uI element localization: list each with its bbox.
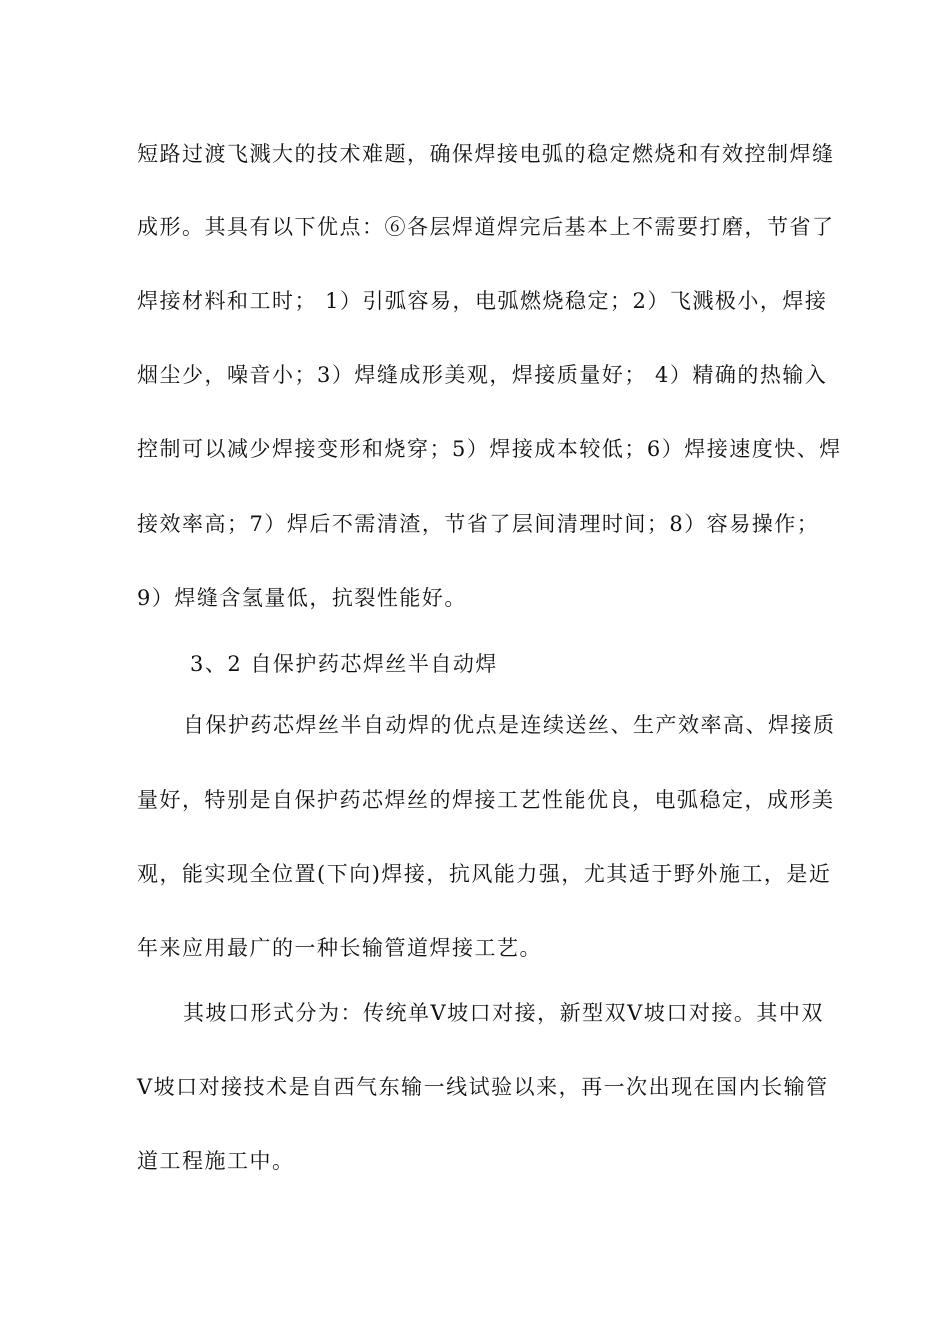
paragraph-line: 控制可以减少焊接变形和烧穿；5）焊接成本较低；6）焊接速度快、焊 <box>137 437 842 461</box>
paragraph-line: 接效率高；7）焊后不需清渣，节省了层间清理时间；8）容易操作； <box>137 512 820 536</box>
paragraph-line: 道工程施工中。 <box>137 1149 295 1173</box>
paragraph-line: 自保护药芯焊丝半自动焊的优点是连续送丝、生产效率高、焊接质 <box>183 713 836 737</box>
paragraph-line: 量好，特别是自保护药芯焊丝的焊接工艺性能优良，电弧稳定，成形美 <box>137 788 835 812</box>
paragraph-line: 其坡口形式分为：传统单Ⅴ坡口对接，新型双Ⅴ坡口对接。其中双 <box>183 1001 824 1025</box>
paragraph-line: 观，能实现全位置(下向)焊接，抗风能力强，尤其适于野外施工，是近 <box>137 862 832 886</box>
paragraph-line: 烟尘少，噪音小；3）焊缝成形美观，焊接质量好； 4）精确的热输入 <box>137 363 828 387</box>
paragraph-line: 成形。其具有以下优点：⑥各层焊道焊完后基本上不需要打磨，节省了 <box>137 215 835 239</box>
paragraph-line: 焊接材料和工时； 1）引弧容易，电弧燃烧稳定；2）飞溅极小，焊接 <box>137 289 828 313</box>
section-heading: 3、2 自保护药芯焊丝半自动焊 <box>190 652 498 676</box>
paragraph-line: 9）焊缝含氢量低，抗裂性能好。 <box>137 586 467 610</box>
paragraph-line: 年来应用最广的一种长输管道焊接工艺。 <box>137 936 542 960</box>
paragraph-line: Ⅴ坡口对接技术是自西气东输一线试验以来，再一次出现在国内长输管 <box>137 1075 829 1099</box>
paragraph-line: 短路过渡飞溅大的技术难题，确保焊接电弧的稳定燃烧和有效控制焊缝 <box>137 142 835 166</box>
